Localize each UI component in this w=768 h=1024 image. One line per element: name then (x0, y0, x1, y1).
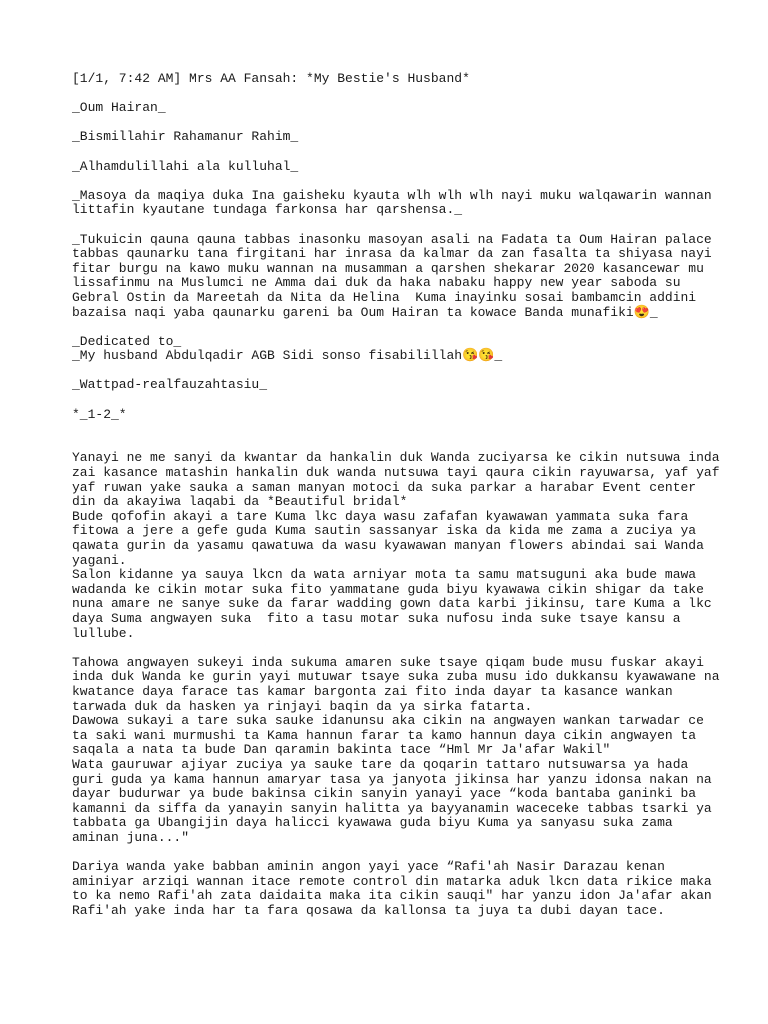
text-line: Tahowa angwayen sukeyi inda sukuma amaren suke tsaye qiqam bude musu fuskar akayi (72, 654, 704, 670)
text-line: Bude qofofin akayi a tare Kuma lkc daya wasu zafafan kyawawan yammata suka fara (72, 508, 689, 524)
text-line: lissafinmu na Muslumci ne Amma dai duk da haka nabaku happy new year saboda su (72, 275, 681, 291)
wattpad-line: _Wattpad-realfauzahtasiu_ (72, 377, 268, 393)
text-line: Gebral Ostin da Mareetah da Nita da Helina Kuma inayinku sosai bambamcin addini (72, 289, 697, 305)
text-line: inda duk Wanda ke gurin yayi mutuwar tsaye suka zuba musu ido dukkansu kyawawane na (72, 669, 720, 685)
intro-paragraph (72, 189, 712, 218)
text-line: Rafi'ah yake inda har ta fara qosawa da kallonsa ta juya ta dubi dayan tace. (72, 902, 665, 918)
text-line: din da akayiwa laqabi da *Beautiful bridal* (72, 494, 408, 510)
chapter-heading: *_1-2_* (72, 406, 127, 422)
header-line: [1/1, 7:42 AM] Mrs AA Fansah: *My Bestie's Husband* (72, 71, 470, 86)
text-line: kamanni da siffa da yanayin sanyin halitta ya bayyanamin waceceke tabbas tsarki ya (72, 800, 712, 816)
text-line: tabbas qaunarku tana firgitani har inrasa da kalmar da zan fasalta ta shiyasa nayi (72, 246, 712, 262)
text-line: yaf ruwan yake sauka a saman manyan motoci da suka parkar a harabar Event center (72, 479, 697, 495)
text-line: qawata gurin da yasamu qawatuwa da wasu kyawawan manyan flowers abindai sai Wanda (72, 538, 704, 553)
author-line: _Oum Hairan_ (72, 100, 166, 116)
text-line: bazaisa naqi yaba qaunarku gareni ba Oum Hairan ta kowace Banda munafiki😍_ (72, 304, 658, 320)
bismillah-line: _Bismillahir Rahamanur Rahim_ (72, 129, 299, 145)
thanks-paragraph (72, 233, 712, 321)
dedication-name: _My husband Abdulqadir AGB Sidi sonso fisabilillah😘😘_ (72, 348, 503, 364)
text-line: kwatance daya farace tas kamar bargonta zai fito inda dayar ta kasance wankan (72, 683, 673, 699)
text-line: aminan juna..." (72, 829, 190, 845)
dedication-label: _Dedicated to_ (72, 333, 182, 349)
text-line: littafin kyautane tundaga farkonsa har qarshensa._ (72, 202, 463, 218)
text-line: tarwada duk da hasken ya rinjayi baqin da ya sirka fatarta. (72, 698, 533, 714)
text-line: Wata gauruwar ajiyar zuciya ya sauke tare da qoqarin tattaro nutsuwarsa ya hada (72, 756, 689, 772)
text-line: Dariya wanda yake babban aminin angon yayi yace “Rafi'ah Nasir Darazau kenan (72, 859, 665, 875)
document-body (72, 71, 720, 918)
text-line: _Tukuicin qauna qauna tabbas inasonku masoyan asali na Fadata ta Oum Hairan palace (72, 231, 712, 247)
story-paragraph-3 (72, 860, 712, 918)
text-line: nuna amare ne sanye suke da farar wadding gown data karbi jikinsu, tare Kuma a lkc (72, 596, 712, 612)
text-line: daya Suma angwayen suka fito a tasu motar suka nufosu inda suke tsaye kansu a (72, 610, 681, 626)
story-paragraph-1 (72, 450, 720, 641)
text-line: saqala a nata ta bude Dan qaramin bakinta tace “Hml Mr Ja'afar Wakil" (72, 742, 611, 758)
text-line: aminiyar arziqi wannan itace remote control din matarka aduk lkcn data rikice maka (72, 873, 712, 889)
story-paragraph-2 (72, 654, 720, 846)
text-line: guri guda ya kama hannun amaryar tasa ya janyota jikinsa har yanzu idonsa nakan na (72, 771, 712, 787)
alhamdulillah-line: _Alhamdulillahi ala kulluhal_ (72, 158, 299, 174)
text-line: fitowa a jere a gefe guda Kuma sautin sassanyar iska da kida me zama a zuciya ya (72, 523, 697, 539)
text-line: yagani. (72, 552, 127, 568)
text-line: zai kasance matashin hankalin duk wanda nutsuwa tayi qaura cikin rayuwarsa, yaf yaf (72, 465, 720, 481)
text-line: ta saki wani murmushi ta Kama hannun farar ta kamo hannun daya cikin angwayen ta (72, 727, 697, 743)
text-line: to ka nemo Rafi'ah zata daidaita maka ita cikin sauqi" har yanzu idon Ja'afar akan (72, 888, 712, 904)
text-line: _Masoya da maqiya duka Ina gaisheku kyauta wlh wlh wlh nayi muku walqawarin wannan (72, 187, 712, 203)
text-line: lullube. (72, 625, 135, 641)
text-line: fitar burgu na kawo muku wannan na musamman a qarshen shekarar 2020 kasancewar mu (72, 260, 704, 276)
text-line: wadanda ke cikin motar suka fito yammatane guda biyu kyawawa cikin shigar da take (72, 581, 704, 597)
text-line: Dawowa sukayi a tare suka sauke idanunsu aka cikin na angwayen wankan tarwadar ce (72, 713, 704, 729)
text-line: Salon kidanne ya sauya lkcn da wata arniyar mota ta samu matsuguni aka bude mawa (72, 567, 697, 583)
text-line: tabbata ga Ubangijin daya halicci kyawawa guda biyu Kuma ya sanyasu suka zama (72, 815, 673, 831)
text-line: dayar budurwar ya bude bakinsa cikin sanyin yanayi yace “koda bantaba ganinki ba (72, 786, 697, 802)
text-line: Yanayi ne me sanyi da kwantar da hankalin duk Wanda zuciyarsa ke cikin nutsuwa inda (72, 450, 720, 466)
